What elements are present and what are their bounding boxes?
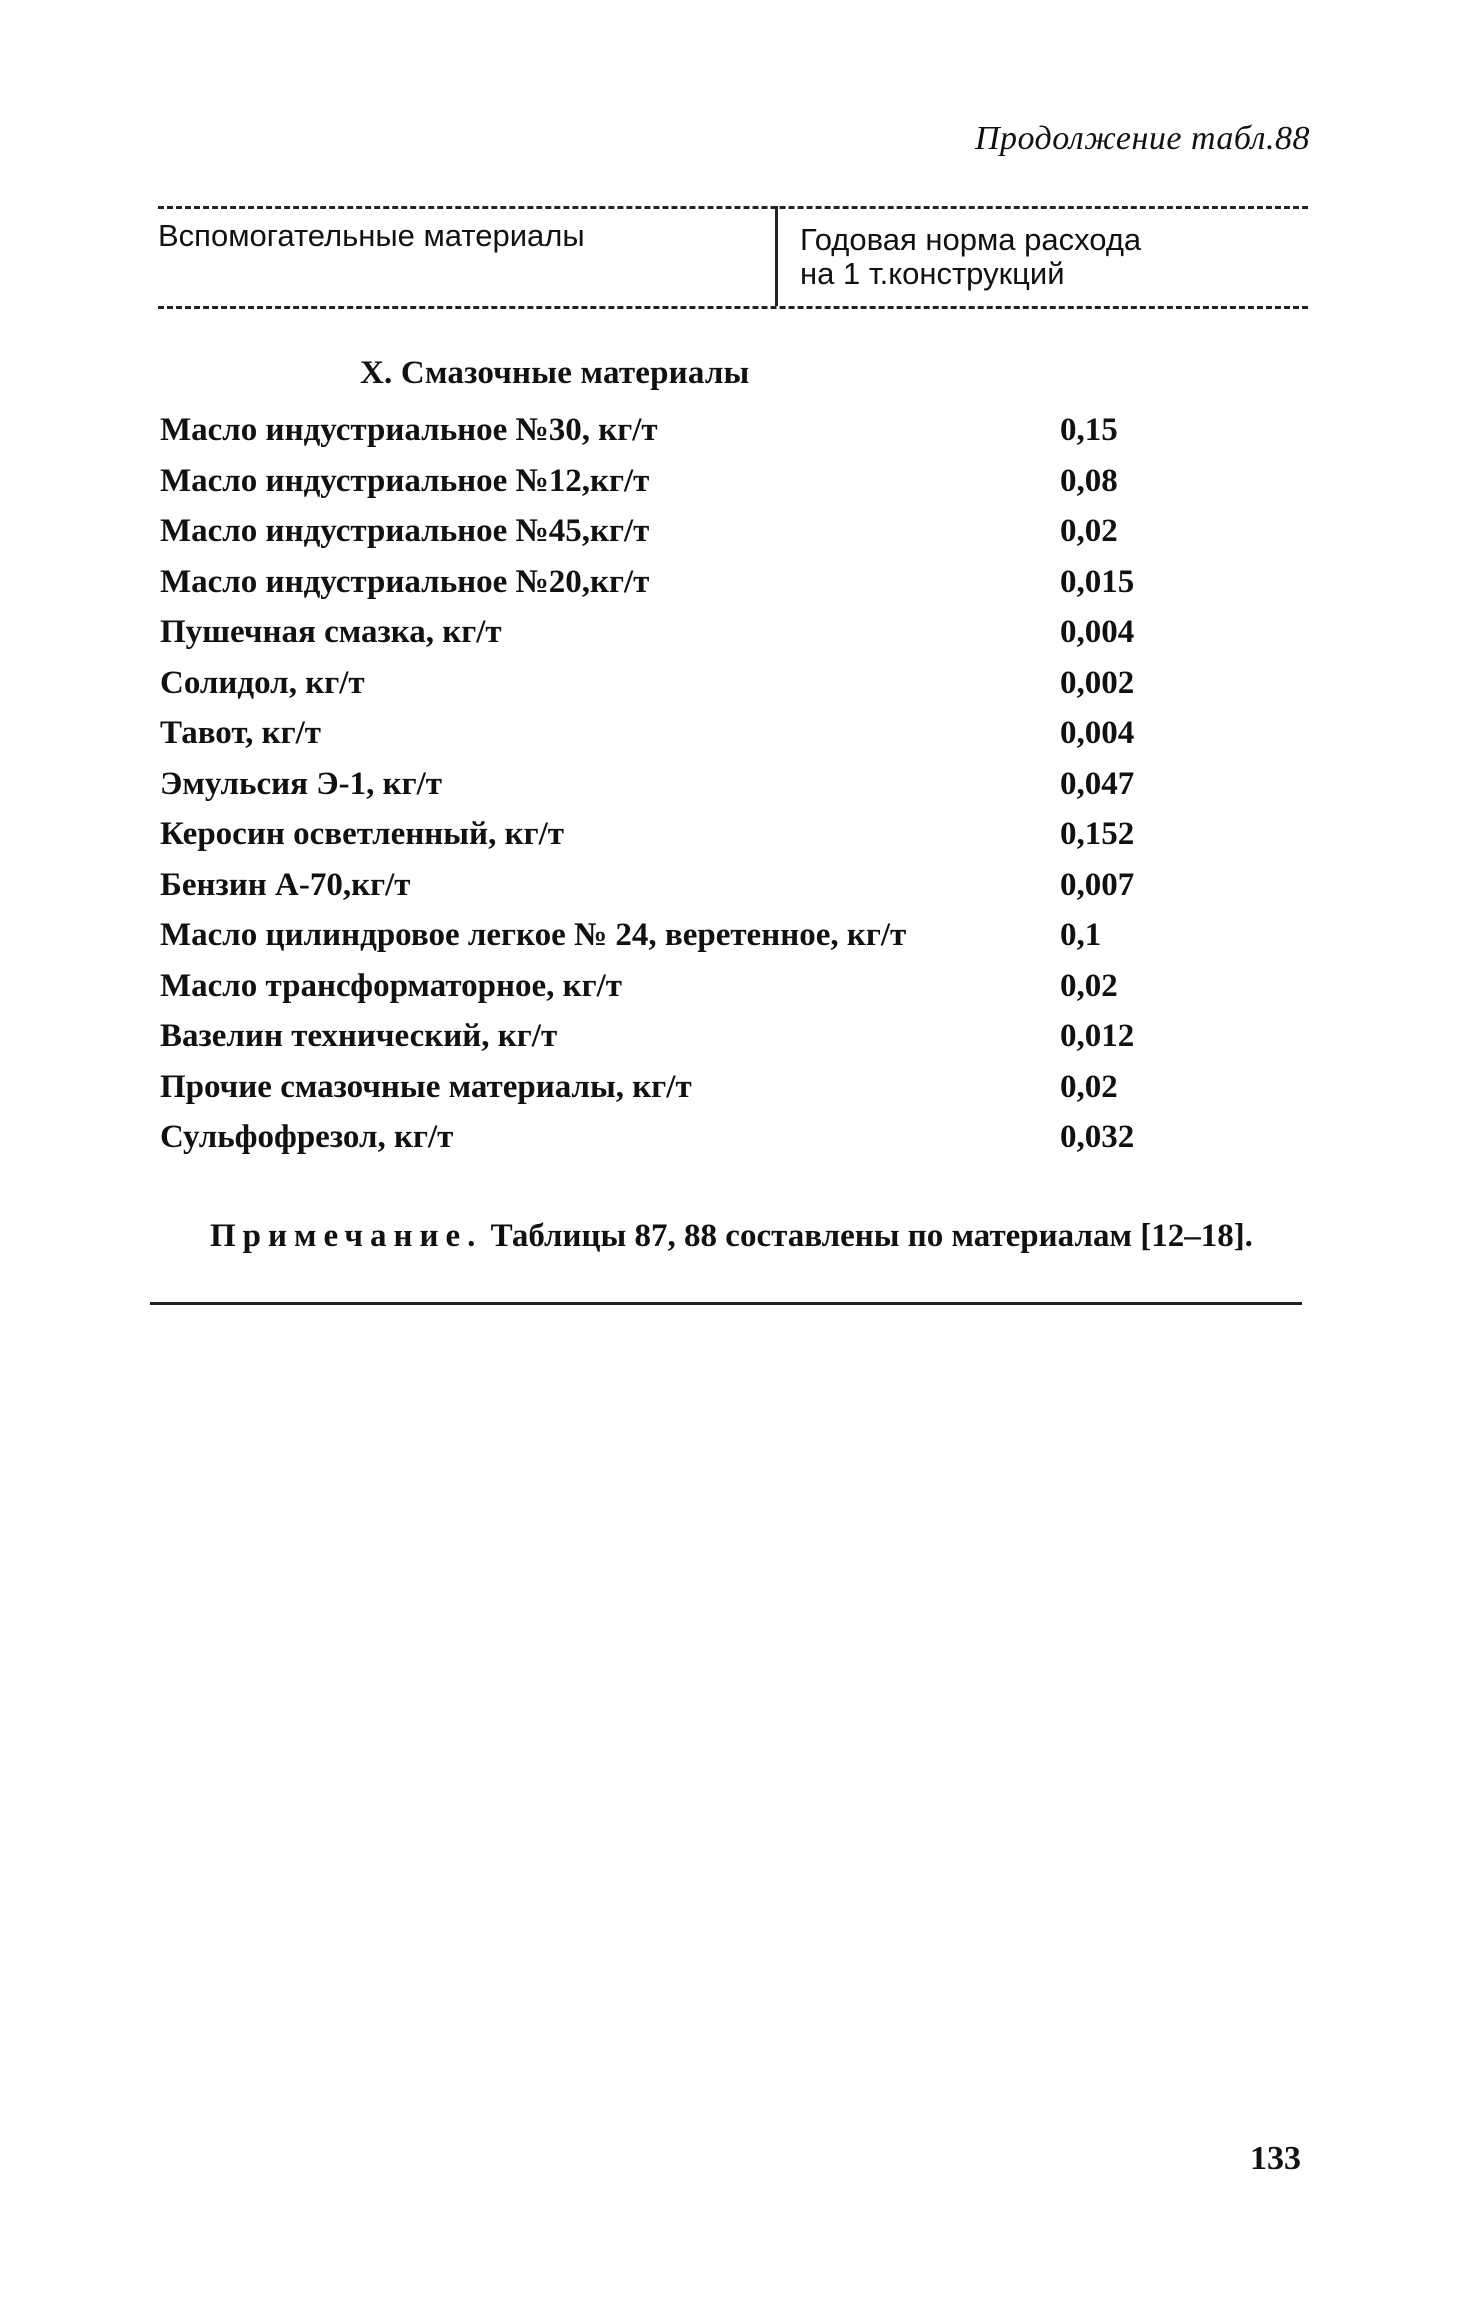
page-number: 133 [1250,2140,1301,2177]
material-name: Эмульсия Э-1, кг/т [160,765,443,802]
table-row [160,961,1310,1012]
material-name: Пушечная смазка, кг/т [160,614,502,650]
column-header-norm-line1: Годовая норма расхода [800,222,1142,257]
norm-value: 0,015 [1060,563,1135,600]
table-row [160,456,1310,507]
note-label: Примечание. [210,1218,483,1254]
material-name: Вазелин технический, кг/т [160,1018,558,1054]
material-name: Масло индустриальное №45,кг/т [160,513,650,549]
column-header-materials: Вспомогательные материалы [158,218,585,253]
norm-value: 0,02 [1060,967,1118,1004]
norm-value: 0,002 [1060,664,1135,701]
material-name: Сульфофрезол, кг/т [160,1119,454,1155]
table-row [160,506,1310,557]
table-row [160,759,1310,810]
table-row [160,809,1310,860]
norm-value: 0,047 [1060,765,1135,802]
table-row [160,557,1310,608]
bottom-rule [150,1302,1302,1305]
norm-value: 0,032 [1060,1119,1135,1155]
norm-value: 0,004 [1060,614,1135,650]
table-top-rule [158,206,1308,209]
table-continuation-label: Продолжение табл.88 [974,120,1310,157]
table-row [160,860,1310,911]
table-row [160,607,1310,658]
table-header-bottom-rule [158,306,1308,309]
norm-value: 0,012 [1060,1018,1135,1054]
table-row [160,910,1310,961]
table-row [160,1011,1310,1062]
section-title: X. Смазочные материалы [360,355,750,391]
material-name: Солидол, кг/т [160,664,365,701]
note-text: Таблицы 87, 88 составлены по материалам [12–18]. [482,1218,1253,1254]
table-note [210,1218,1253,1255]
norm-value: 0,007 [1060,866,1135,903]
table-row [160,405,1310,456]
table-row [160,658,1310,709]
material-name: Керосин осветленный, кг/т [160,816,564,852]
material-name: Прочие смазочные материалы, кг/т [160,1068,692,1105]
norm-value: 0,004 [1060,715,1135,751]
table-body [160,405,1310,1163]
material-name: Тавот, кг/т [160,715,321,751]
norm-value: 0,02 [1060,513,1118,549]
material-name: Масло индустриальное №12,кг/т [160,462,650,499]
table-row [160,708,1310,759]
table-row [160,1112,1310,1163]
material-name: Масло цилиндровое легкое № 24, веретенное, кг/т [160,917,907,953]
material-name: Бензин А-70,кг/т [160,866,411,903]
norm-value: 0,15 [1060,412,1118,448]
table-row [160,1062,1310,1113]
norm-value: 0,1 [1060,917,1102,953]
material-name: Масло индустриальное №20,кг/т [160,563,650,600]
column-header-norm-line2: на 1 т.конструкций [800,256,1065,291]
material-name: Масло трансформаторное, кг/т [160,967,622,1004]
norm-value: 0,02 [1060,1068,1118,1105]
material-name: Масло индустриальное №30, кг/т [160,412,658,448]
header-column-divider [775,206,778,306]
norm-value: 0,08 [1060,462,1118,499]
norm-value: 0,152 [1060,816,1135,852]
